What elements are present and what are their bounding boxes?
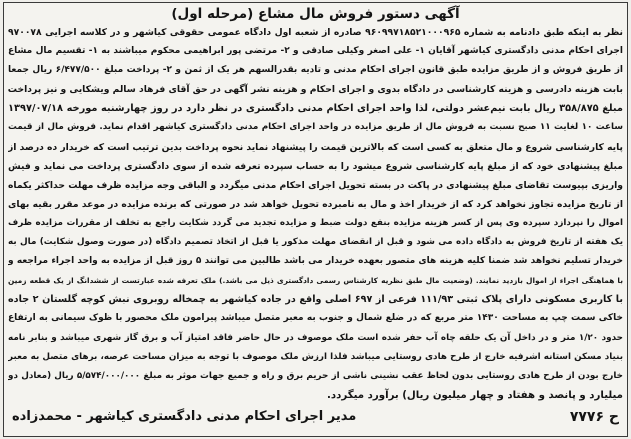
notice-line: اجرای احکام مدنی دادگستری کیاشهر آقایان ۱- علی اصغر وکیلی صادقی و ۲- مرتضی پور ابراهیمی محکوم میباشند به ۱- تقسیم مال مشاع bbox=[8, 46, 623, 57]
notice-line: خریدار تسلیم نخواهد شد ضمنا کلیه هزینه های متصور بعهده خریدار می باشد طالبین می توانند ۵ روز قبل از مزایده به واحد اجراء مراجعه و bbox=[8, 256, 623, 267]
auction-notice bbox=[3, 2, 628, 437]
notice-line: ساعت ۱۰ لغایت ۱۱ صبح نسبت به فروش مال از طریق مزایده در واحد اجرای احکام مدنی دادگستری کیاشهر اقدام نماید. فروش مال از قیمت bbox=[8, 122, 623, 133]
notice-line: میلیارد و پانصد و هفتاد و چهار میلیون ریال) برآورد میگردد. bbox=[327, 389, 623, 401]
notice-line: با کاربری مسکونی دارای پلاک ثبتی ۱۱۱/۹۳ فرعی از ۶۹۷ اصلی واقع در جاده کیاشهر به چمخاله روبروی نبش کوچه گلستان ۲ جاده bbox=[8, 294, 623, 306]
signature-line: مدیر اجرای احکام مدنی دادگستری کیاشهر - محمدزاده bbox=[12, 409, 357, 425]
notice-title: آگهی دستور فروش مال مشاع (مرحله اول) bbox=[171, 6, 460, 22]
notice-line: خاکی سمت چپ به مساحت ۱۴۳۰ متر مربع که در ضلع شمال و جنوب به معبر متصل میباشد پیرامون ملک محصور با ظوک سیمانی به ارتفاع bbox=[8, 313, 623, 324]
notice-code: ح ۷۷۷۶ bbox=[569, 408, 619, 425]
notice-line: نظر به اینکه طبق دادنامه به شماره ۹۶۰۹۹۷۱۸۵۲۱۰۰۰۹۶۵ صادره از شعبه اول دادگاه عمومی حقوقی کیاشهر و در کلاسه اجرایی ۹۷۰۰۷۸ bbox=[8, 27, 623, 38]
notice-line: بابت هزینه دادرسی و هزینه کارشناسی در دادگاه بدوی و اجرای احکام و هزینه نشر آگهی در حق آقای فرهاد سالم ویشکایی و نیز پرداخت bbox=[8, 84, 623, 96]
notice-line: اموال را نپردازد سپرده وی پس از کسر هزینه مزایده بنفع دولت ضبط و مزایده تجدید می گردد شکایت راجع به تخلف از مقررات مزایده ظرف bbox=[8, 217, 623, 228]
notice-line: واریزی بپیوست تقاضای مبلغ پیشنهادی در پاکت در بسته تحویل اجرای احکام مدنی میگردد و الباقی وجه مزایده ظرف مهلت حداکثر یکماه bbox=[8, 179, 623, 191]
notice-line: از تاریخ مزایده تجاوز نخواهد کرد که از خریدار اخذ و مال به نامبرده تحویل خواهد شد در صورتی که برنده مزایده در موعد مقرر بقیه بهای bbox=[8, 198, 623, 210]
notice-line: حدود ۱/۲۰ متر و در داخل آن یک حلقه چاه آب حفر شده است ملک موصوف در حال حاضر فاقد امتیاز آب و برق گاز شهری میباشد و بنابر نامه bbox=[8, 332, 623, 343]
notice-line: از طریق فروش و از طریق مزایده طبق قانون اجرای احکام مدنی و تادیه بقدرالسهم هر یک از ثمن و ۲- پرداخت مبلغ ۶/۴۷۷/۵۰۰ ریال جمعا bbox=[8, 65, 623, 76]
notice-line: مبلغ پیشنهادی خود که از مبلغ پایه کارشناسی شروع میشود را به حساب سپرده تعرفه شده از سوی دادگستری پرداخت می نماید و فیش bbox=[8, 160, 623, 172]
notice-line: با هماهنگی اجراء از اموال بازدید نمایند. (وضعیت مال طبق نظریه کارشناس رسمی دادگستری ذیل می باشد.) ملک تعرفه شده عبارتست از ششدانگ از یک قطعه زمین bbox=[8, 276, 623, 286]
notice-line: خارج بودن از طرح هادی روستایی بدون لحاظ عقب نشینی ناشی از حریم برق و راه و جمیع جهات موثر به مبلغ ۵/۵۷۴/۰۰۰/۰۰۰ ریال (معادل دو bbox=[8, 370, 623, 381]
notice-line: بنیاد مسکن استانه اشرفیه خارج از طرح هادی روستایی میباشد فلذا ارزش ملک موصوف با توجه به میزان مساحت عرصه، برهای متصل به معبر bbox=[8, 351, 623, 362]
notice-line: پایه کارشناسی شروع و مال متعلق به کسی است که بالاترین قیمت را پیشنهاد نماید نحوه پرداخت بدین ترتیب است که خریدار ده درصد از bbox=[8, 141, 623, 153]
notice-body bbox=[4, 23, 627, 405]
notice-line: مبلغ ۳۵۸/۸۷۵ ریال بابت نیم‌عشر دولتی، لذا واحد اجرای احکام مدنی دادگستری در نظر دارد در روز چهارشنبه مورخه ۱۳۹۷/۰۷/۱۸ bbox=[8, 103, 623, 115]
notice-footer bbox=[4, 406, 627, 428]
notice-line: یک هفته از تاریخ فروش به دادگاه داده می شود و قبل از انقضای مهلت مذکور یا قبل از اتخاذ تصمیم دادگاه (در صورت وصول شکایت) مال به bbox=[8, 237, 623, 248]
